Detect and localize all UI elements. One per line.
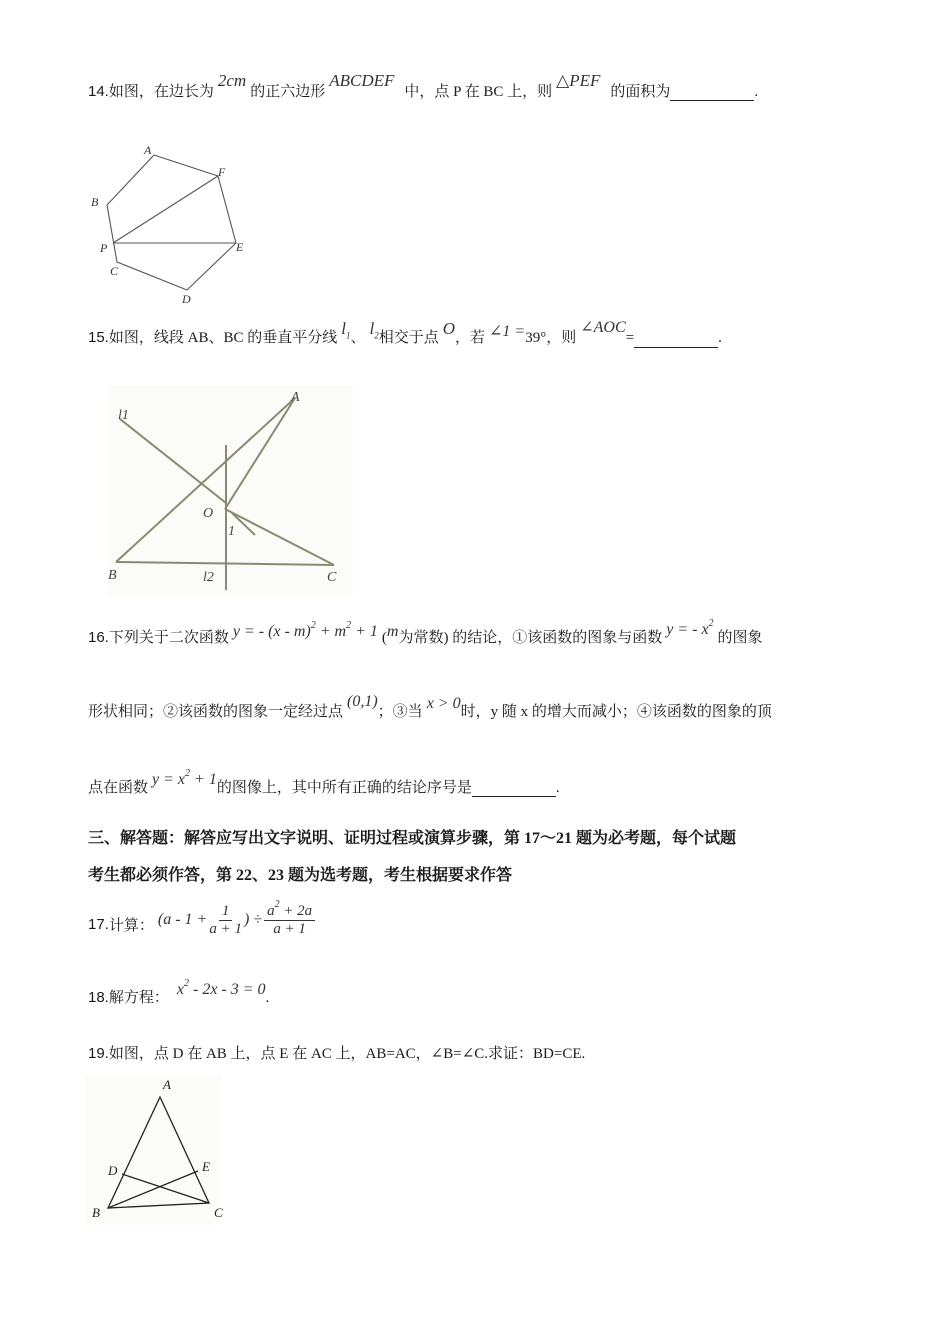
q16-number: 16. xyxy=(88,629,109,646)
q15-line-l1: $l_1$ xyxy=(341,319,351,341)
q15-label-l1: l1 xyxy=(118,408,129,423)
q15-text xyxy=(88,319,722,348)
q14-number: 14. xyxy=(88,83,109,100)
q14-text-1: 如图，在边长为 xyxy=(108,84,214,100)
q19-label-d: D xyxy=(108,1163,118,1178)
q14-hexagon-shape xyxy=(107,155,236,290)
q17 xyxy=(88,898,315,950)
q17-frac2-num: $a^2 + 2a$ xyxy=(264,903,315,921)
q16-paren: ( xyxy=(381,630,387,646)
q15-label-b: B xyxy=(108,568,117,583)
q17-text: 计算： xyxy=(108,917,154,934)
q14-label-a: A xyxy=(144,143,152,157)
q16-line2-text-b: ；③当 xyxy=(377,704,423,720)
q19-figure xyxy=(86,1075,221,1225)
q14-end: . xyxy=(754,84,759,100)
q16-condition: x > 0 xyxy=(426,695,461,712)
q19-label-a: A xyxy=(163,1077,171,1092)
q15-label-1: 1 xyxy=(228,524,235,539)
q14-hexagon-name: ABCDEF xyxy=(329,71,395,90)
q14-answer-blank[interactable] xyxy=(670,100,754,101)
q17-number: 17. xyxy=(88,915,109,933)
q16-answer-blank[interactable] xyxy=(472,796,556,797)
q16-line3-text-a: 点在函数 xyxy=(88,780,149,796)
q16-function-1: y = - $(x - m)^2 + m^2 + 1$ xyxy=(232,620,378,640)
q18-number: 18. xyxy=(88,989,109,1006)
q15-label-c: C xyxy=(327,570,337,585)
q17-frac1-den: a + 1 xyxy=(209,920,242,937)
q17-expr-part-1: (a - 1 + xyxy=(157,911,208,928)
q16-text-1: 下列关于二次函数 xyxy=(108,630,229,646)
q19-figure-background xyxy=(86,1075,221,1225)
q16-line2-text-a: 形状相同；②该函数的图象一定经过点 xyxy=(88,704,344,720)
q15-text-2: 相交于点 xyxy=(378,330,439,346)
q16-line-2 xyxy=(88,693,772,721)
q14-segment-pf xyxy=(113,176,218,243)
q16-end: . xyxy=(555,780,560,796)
q14-hexagon-figure xyxy=(80,140,260,310)
q19-text: 如图，点 D 在 AB 上，点 E 在 AC 上，AB=AC，∠B=∠C.求证：BD=CE. xyxy=(108,1046,586,1062)
q14-text xyxy=(88,71,759,101)
q17-frac1-num: 1 xyxy=(219,903,233,921)
q17-expr-part-2: ) ÷ xyxy=(243,911,263,928)
q15-text-3: ，若 xyxy=(455,330,486,346)
q19 xyxy=(88,1042,585,1063)
q14-label-e: E xyxy=(236,240,244,254)
q16-line3-text-b: 的图像上，其中所有正确的结论序号是 xyxy=(216,780,472,796)
q16-line2-text-c: 时，y 随 x 的增大而减小；④该函数的图象的顶 xyxy=(460,704,772,720)
q14-label-b: B xyxy=(91,195,99,209)
q14-triangle: △PEF xyxy=(556,71,601,90)
q16-m: m xyxy=(386,623,399,640)
q14-side-length: 2cm xyxy=(217,71,247,90)
q15-text-1: 如图，线段 AB、BC 的垂直平分线 xyxy=(108,330,338,346)
q18-end: . xyxy=(265,990,270,1006)
q18-text: 解方程： xyxy=(108,990,169,1006)
q16-function-2: y = - $x^2$ xyxy=(666,618,714,638)
q15-end: . xyxy=(718,330,722,346)
q15-line-l2: $l_2$ xyxy=(369,319,379,341)
q15-label-a: A xyxy=(291,390,300,405)
section3-heading-line2: 考生都必须作答，第 22、23 题为选考题，考生根据要求作答 xyxy=(88,867,513,884)
q17-fraction-2 xyxy=(264,898,315,938)
q17-frac2-den: a + 1 xyxy=(273,920,306,937)
q15-label-o: O xyxy=(203,506,214,521)
q15-number: 15. xyxy=(88,329,109,346)
section3-heading-line1: 三、解答题：解答应写出文字说明、证明过程或演算步骤，第 17～21 题为必考题，每个试题 xyxy=(88,830,737,847)
q14-text-3: 中，点 P 在 BC 上，则 xyxy=(404,84,553,100)
q14-label-f: F xyxy=(218,165,226,179)
q14-text-4: 的面积为 xyxy=(610,84,671,100)
q15-equals: = xyxy=(625,330,635,346)
q16-point: (0,1) xyxy=(347,693,378,710)
q16-text-3: 的图象 xyxy=(717,630,763,646)
q15-figure xyxy=(108,385,353,595)
q15-degree: 39°，则 xyxy=(525,330,577,346)
q15-angle-1: ∠1 = xyxy=(489,323,526,340)
q14-label-c: C xyxy=(110,264,119,278)
q14-label-d: D xyxy=(182,292,191,306)
q14-text-2: 的正六边形 xyxy=(250,84,326,100)
q15-answer-blank[interactable] xyxy=(634,347,718,348)
q19-number: 19. xyxy=(88,1045,109,1062)
q15-point-o: O xyxy=(442,319,455,338)
q14-label-p: P xyxy=(100,241,108,255)
q19-label-b: B xyxy=(92,1205,100,1220)
q17-fraction-1 xyxy=(209,903,242,938)
q16-line-1 xyxy=(88,618,763,647)
q15-sep: 、 xyxy=(350,330,366,346)
q19-label-e: E xyxy=(202,1159,210,1174)
q15-label-l2: l2 xyxy=(203,570,214,585)
q15-angle-aoc: ∠AOC xyxy=(580,319,626,336)
q19-label-c: C xyxy=(214,1205,223,1220)
q16-line-3 xyxy=(88,768,560,797)
q18 xyxy=(88,978,270,1007)
q16-function-3: $y = x^2 + 1$ xyxy=(152,768,217,788)
q16-text-2: 为常数) 的结论，①该函数的图象与函数 xyxy=(398,630,663,646)
q18-equation: $x^2 - 2x - 3 = 0$ xyxy=(176,978,266,998)
